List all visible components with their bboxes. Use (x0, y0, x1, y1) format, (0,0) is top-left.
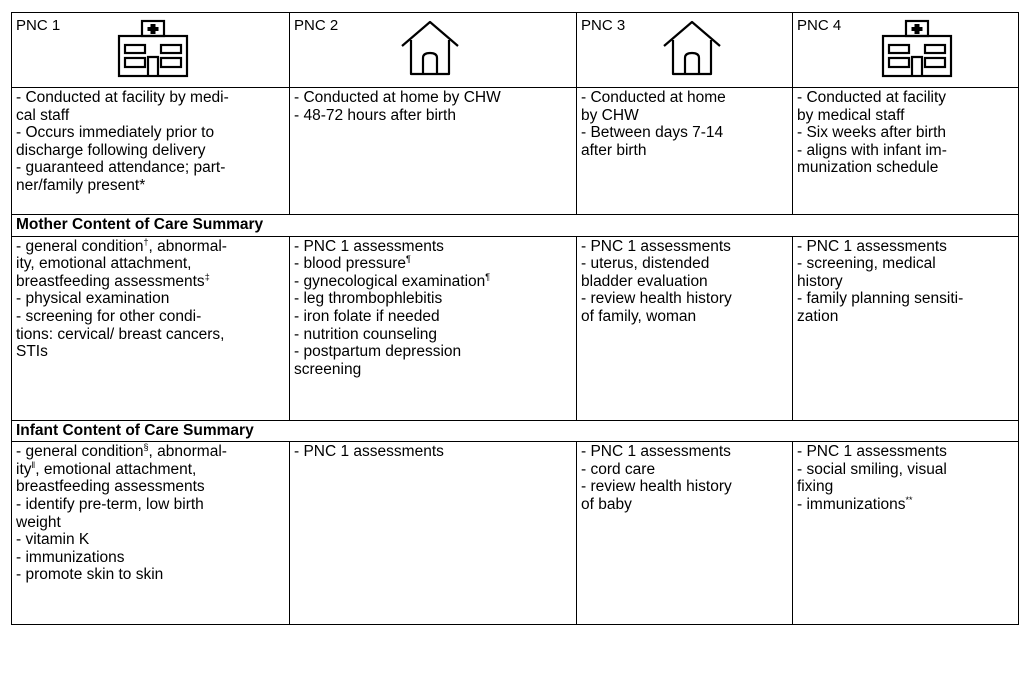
text-line: - aligns with infant im- (797, 141, 947, 159)
text-line: weight (16, 513, 61, 531)
text-line: - guaranteed attendance; part- (16, 159, 226, 177)
text-line: - Conducted at home (581, 89, 726, 106)
text-line (294, 255, 572, 273)
text-line: - review health history (581, 290, 732, 308)
text-line: ner/family present* (16, 176, 146, 194)
text-line: - PNC 1 assessments (294, 443, 444, 461)
text-line: - immunizations (16, 548, 125, 566)
text-line: - cord care (581, 460, 656, 478)
section-title: Infant Content of Care Summary (12, 420, 1019, 442)
infant-cell (577, 442, 793, 625)
header-pnc-3 (577, 13, 793, 88)
text-line: - social smiling, visual (797, 460, 947, 478)
text-line: - Six weeks after birth (797, 124, 947, 142)
text-line: zation (797, 307, 839, 325)
text-line (16, 461, 285, 479)
visit-details-cell (577, 88, 793, 215)
text-line: cal staff (16, 106, 70, 124)
text-line: - PNC 1 assessments (581, 237, 731, 255)
visit-details-cell (290, 88, 577, 215)
header-pnc-2 (290, 13, 577, 88)
text-line: munization schedule (797, 159, 939, 177)
text-fragment: , emotional attachment, (35, 460, 197, 478)
text-line: of baby (581, 495, 632, 513)
text-line: by CHW (581, 106, 639, 124)
footnote-mark: ‡ (204, 271, 210, 282)
pnc-schedule-table (11, 12, 1019, 625)
footnote-mark: † (143, 236, 149, 247)
text-line: - nutrition counseling (294, 325, 438, 343)
header-pnc-1 (12, 13, 290, 88)
mother-cell (577, 236, 793, 420)
text-line: - screening, medical (797, 255, 936, 273)
text-line: - uterus, distended (581, 255, 710, 273)
infant-cell (12, 442, 290, 625)
text-line: after birth (581, 141, 647, 159)
text-line: - PNC 1 assessments (797, 443, 947, 461)
text-line: - Between days 7-14 (581, 124, 724, 142)
infant-cell (290, 442, 577, 625)
text-fragment: - immunizations (797, 495, 906, 513)
text-line (16, 238, 285, 256)
text-fragment: - general condition (16, 443, 144, 461)
text-line: - Conducted at facility (797, 89, 947, 106)
text-line: by medical staff (797, 106, 905, 124)
text-line: tions: cervical/ breast cancers, (16, 325, 225, 343)
mother-cell (290, 236, 577, 420)
text-line: bladder evaluation (581, 272, 708, 290)
hospital-icon (877, 19, 957, 79)
text-line: screening (294, 360, 362, 378)
visit-details-cell (793, 88, 1019, 215)
text-line (16, 273, 285, 291)
text-fragment: ity (16, 460, 32, 478)
text-line: - promote skin to skin (16, 566, 164, 584)
infant-content-row (12, 442, 1019, 625)
column-label: PNC 4 (797, 17, 842, 34)
text-fragment: - general condition (16, 237, 144, 255)
header-pnc-4 (793, 13, 1019, 88)
header-row (12, 13, 1019, 88)
text-line: of family, woman (581, 307, 697, 325)
text-fragment: , abnormal- (148, 443, 227, 461)
mother-cell (793, 236, 1019, 420)
text-line: history (797, 272, 843, 290)
text-line: - iron folate if needed (294, 307, 440, 325)
column-label: PNC 1 (16, 17, 61, 34)
footnote-mark: ** (905, 494, 913, 505)
footnote-mark: § (143, 442, 149, 453)
text-fragment: , abnormal- (148, 237, 227, 255)
text-line: - Conducted at facility by medi- (16, 89, 229, 106)
mother-cell (12, 236, 290, 420)
column-label: PNC 3 (581, 17, 626, 34)
text-fragment: breastfeeding assessments (16, 272, 205, 290)
footnote-mark: ‖ (31, 459, 36, 470)
text-line: discharge following delivery (16, 141, 206, 159)
footnote-mark: ¶ (485, 271, 491, 282)
hospital-icon (113, 19, 193, 79)
text-line (16, 443, 285, 461)
text-line: - vitamin K (16, 531, 90, 549)
text-line (797, 496, 1014, 514)
text-line: - physical examination (16, 290, 170, 308)
text-line: - 48-72 hours after birth (294, 106, 456, 124)
text-line: ity, emotional attachment, (16, 255, 192, 273)
footnote-mark: ¶ (406, 254, 411, 265)
mother-content-row (12, 236, 1019, 420)
house-icon (660, 19, 724, 77)
text-line: - PNC 1 assessments (581, 443, 731, 461)
text-fragment: - gynecological examination (294, 272, 486, 290)
text-line: - Conducted at home by CHW (294, 89, 501, 106)
section-title: Mother Content of Care Summary (12, 215, 1019, 237)
infant-section-header (12, 420, 1019, 442)
text-line (294, 273, 572, 291)
infant-cell (793, 442, 1019, 625)
text-line: - identify pre-term, low birth (16, 495, 204, 513)
text-line: - PNC 1 assessments (797, 237, 947, 255)
visit-details-cell (12, 88, 290, 215)
mother-section-header (12, 215, 1019, 237)
visit-details-row (12, 88, 1019, 215)
text-line: - leg thrombophlebitis (294, 290, 443, 308)
column-label: PNC 2 (294, 17, 339, 34)
house-icon (398, 19, 462, 77)
text-line: fixing (797, 478, 834, 496)
text-line: - screening for other condi- (16, 307, 202, 325)
text-line: - review health history (581, 478, 732, 496)
text-line: - PNC 1 assessments (294, 237, 444, 255)
text-line: breastfeeding assessments (16, 478, 205, 496)
text-line: - Occurs immediately prior to (16, 124, 215, 142)
text-fragment: - blood pressure (294, 255, 407, 273)
text-line: - postpartum depression (294, 343, 462, 361)
text-line: STIs (16, 343, 48, 361)
text-line: - family planning sensiti- (797, 290, 964, 308)
